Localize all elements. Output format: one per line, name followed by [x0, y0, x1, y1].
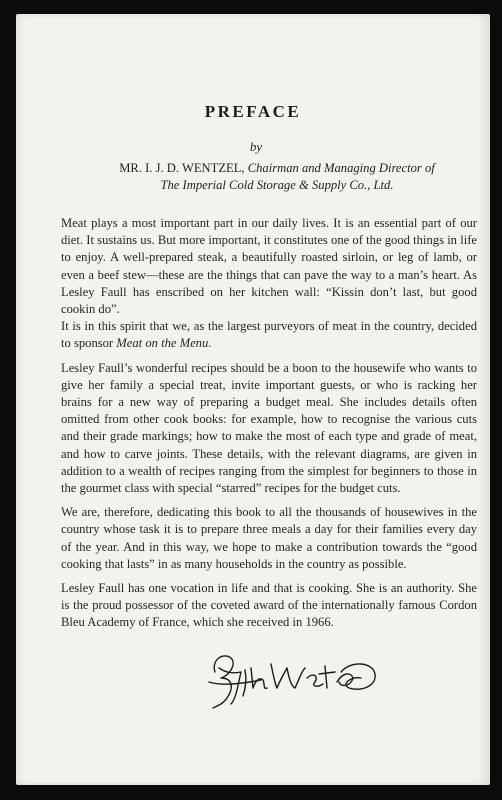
- paragraph-2: It is in this spirit that we, as the largest purveyors of meat in the country, decided to sponsor Meat on the Menu.: [61, 319, 477, 351]
- author-name: MR. I. J. D. WENTZEL,: [119, 161, 245, 175]
- paragraph-4: We are, therefore, dedicating this book to all the thousands of housewives in the country whose task it is to prepare three meals a day for their families every day of the year. And in this way, we hope to make a contribution towards the “good cooking that lasts” in as many households in the country as possible.: [61, 505, 477, 571]
- paragraph-3: Lesley Faull’s wonderful recipes should be a boon to the housewife who wants to give her family a special treat, invite important guests, or who is racking her brains for a new way of preparing a budget meal. She includes details often omitted from other cook books: for example, how to recognise the various cuts and their grade markings; how to make the most of each type and grade of meat, and how to carve joints. These details, with the relevant diagrams, are given in addition to a wealth of recipes ranging from the simplest for beginners to those in the gourmet class with special “starred” recipes for the budget cuts.: [61, 360, 477, 496]
- preface-title: PREFACE: [204, 102, 302, 121]
- author-block: [64, 160, 490, 194]
- paragraph-2-text: It is in this spirit that we, as the largest purveyors of meat in the country, decided to sponsor: [61, 319, 477, 351]
- author-role-line1: Chairman and Managing Director of: [247, 161, 435, 175]
- paragraph-5: Lesley Faull has one vocation in life and that is cooking. She is an authority. She is the proud possessor of the coveted award of the internationally famous Cordon Bleu Academy of France, which she received in 1966.: [61, 581, 477, 630]
- author-role-line2: The Imperial Cold Storage & Supply Co., Ltd.: [160, 178, 394, 192]
- signature: [201, 642, 381, 710]
- book-page: [16, 14, 490, 785]
- book-title: Meat on the Menu: [116, 336, 209, 351]
- preface-body: [61, 215, 477, 639]
- paragraph-1: Meat plays a most important part in our daily lives. It is an essential part of our diet. It sustains us. But more important, it constitutes one of the good things in life to enjoy. A well-prepared steak, a beautifully roasted sirloin, or leg of lamb, or even a beef stew—these are the things that can pave the way to a man’s heart. As Lesley Faull has enscribed on her kitchen wall: “Kissin don’t last, but good cookin do”.: [61, 216, 477, 317]
- byline: by: [249, 139, 263, 154]
